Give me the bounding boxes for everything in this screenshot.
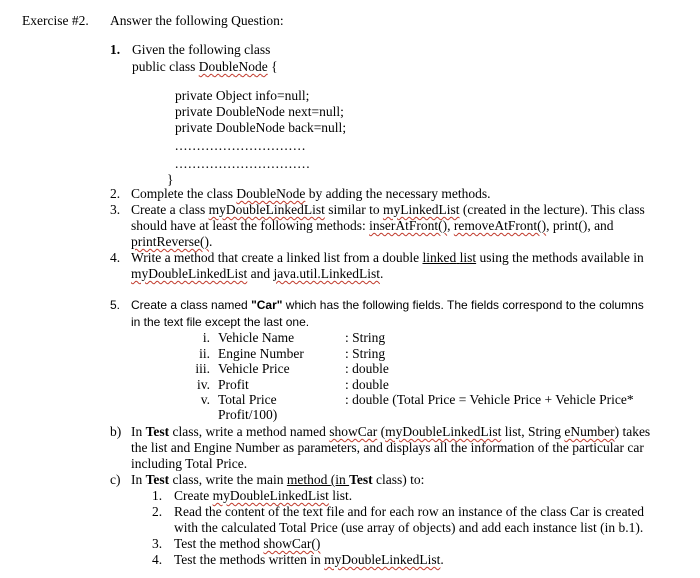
qc-item: Create myDoubleLinkedList list.: [174, 488, 353, 503]
qc-item-number: 2.: [152, 504, 163, 519]
qc-item: Test the method showCar(): [174, 536, 321, 551]
q1-dots-2: ...............................: [175, 156, 311, 171]
q1-line2: public class DoubleNode {: [132, 59, 278, 74]
qc-item-number: 4.: [152, 552, 163, 567]
q5-field-num: iii.: [195, 361, 210, 376]
q5-number: 5.: [110, 298, 121, 312]
q5-field-name: Total Price: [218, 392, 277, 407]
qc-item-continued: with the calculated Total Price (use array of objects) and add each instance list (in b.1).: [174, 520, 644, 535]
qc-item-number: 3.: [152, 536, 163, 551]
q5-line2: in the text file except the last one.: [131, 315, 310, 329]
q5-field-num: i.: [202, 330, 210, 345]
qb-line3: including Total Price.: [131, 456, 248, 471]
qb-line1: In Test class, write a method named showCar (myDoubleLinkedList list, String eNumber) takes: [131, 424, 651, 439]
q3-line2: should have at least the following methods: inserAtFront(), removeAtFront(), print(), and: [131, 218, 614, 233]
q5-field-type: : String: [345, 346, 386, 361]
q5-field-type: : double (Total Price = Vehicle Price + Vehicle Price*: [345, 392, 634, 407]
instruction: Answer the following Question:: [110, 13, 284, 28]
q4-line1: Write a method that create a linked list from a double linked list using the methods available in: [131, 250, 644, 265]
q5-field-name: Profit: [218, 377, 249, 392]
q5-field-num: iv.: [197, 377, 210, 392]
qc-item: Test the methods written in myDoubleLinkedList.: [174, 552, 444, 567]
qc-label: c): [110, 472, 121, 487]
q1-number: 1.: [110, 42, 121, 57]
qb-line2: the list and Engine Number as parameters, and displays all the information of the particular car: [131, 440, 644, 455]
qc-line1: In Test class, write the main method (in Test class) to:: [131, 472, 425, 487]
q3-line3: printReverse().: [131, 234, 213, 249]
q5-field-type: : double: [345, 361, 389, 376]
q2-text: Complete the class DoubleNode by adding the necessary methods.: [131, 186, 491, 201]
q5-field-num: v.: [200, 392, 210, 407]
q5-field-name: Engine Number: [218, 346, 304, 361]
q5-field-type: : String: [345, 330, 386, 345]
qc-item: Read the content of the text file and for each row an instance of the class Car is created: [174, 504, 645, 519]
q5-field-name: Vehicle Price: [218, 361, 290, 376]
q1-field-info: private Object info=null;: [175, 88, 310, 103]
q5-field-type: : double: [345, 377, 389, 392]
q5-line1: Create a class named "Car" which has the following fields. The fields correspond to the columns: [131, 298, 644, 312]
exercise-label: Exercise #2.: [22, 13, 89, 28]
qb-label: b): [110, 424, 122, 439]
qc-item-number: 1.: [152, 488, 163, 503]
q1-line1: Given the following class: [132, 42, 271, 57]
q5-field-name: Vehicle Name: [218, 330, 295, 345]
q5-field-num: ii.: [199, 346, 210, 361]
q4-number: 4.: [110, 250, 121, 265]
q1-dots-1: ..............................: [175, 138, 307, 153]
q3-number: 3.: [110, 202, 121, 217]
q1-field-next: private DoubleNode next=null;: [175, 104, 344, 119]
q5-field-type-continued: Profit/100): [218, 407, 278, 422]
q1-field-back: private DoubleNode back=null;: [175, 120, 347, 135]
q2-number: 2.: [110, 186, 121, 201]
q3-line1: Create a class myDoubleLinkedList similar to myLinkedList (created in the lecture). This class: [131, 202, 645, 217]
q4-line2: myDoubleLinkedList and java.util.LinkedList.: [131, 266, 384, 281]
q1-close-brace: }: [167, 172, 174, 187]
